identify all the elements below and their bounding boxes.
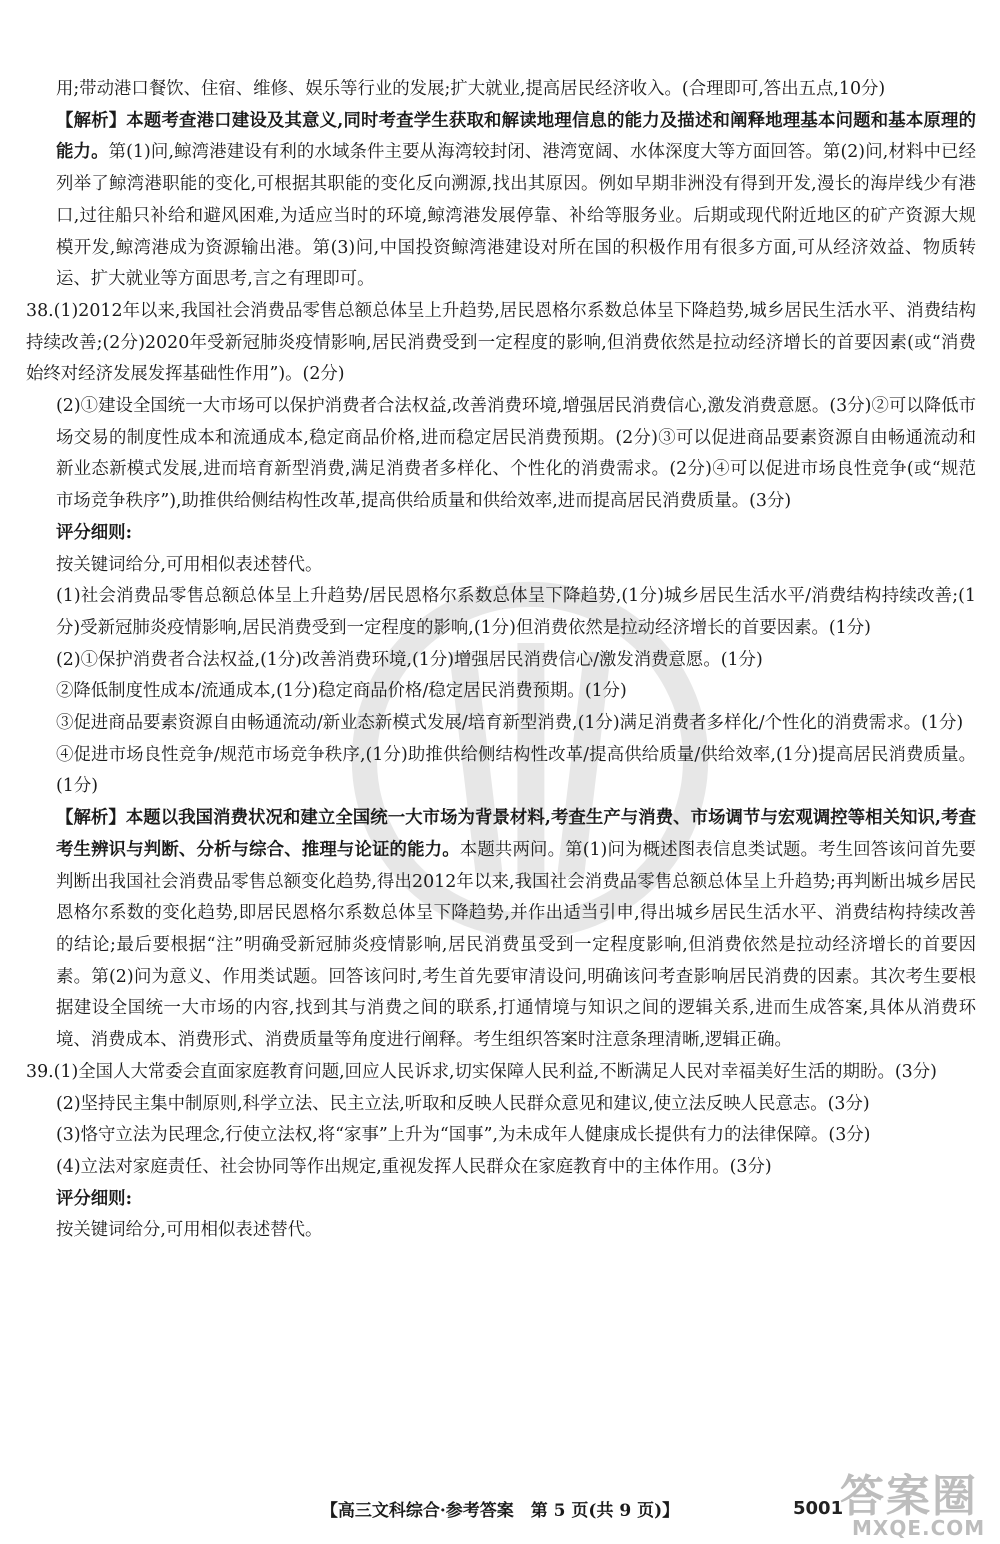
text-segment: ②降低制度性成本/流通成本,(1分)稳定商品价格/稳定居民消费预期。(1分): [56, 681, 627, 702]
answer-paragraph: [26, 645, 976, 677]
answer-paragraph: [26, 518, 976, 550]
answer-paragraph: [26, 391, 976, 518]
text-segment: 38.(1)2012年以来,我国社会消费品零售总额总体呈上升趋势,居民恩格尔系数总体呈下降趋势,城乡居民生活水平、消费结构持续改善;(2分)2020年受新冠肺炎疫情影响,居民消费受到一定程度的影响,但消费依然是拉动经济增长的首要因素(或“消费始终对经济发展发挥基础性作用”)。(2分): [26, 300, 976, 385]
text-segment: (1)社会消费品零售总额总体呈上升趋势/居民恩格尔系数总体呈下降趋势,(1分)城乡居民生活水平/消费结构持续改善;(1分)受新冠肺炎疫情影响,居民消费受到一定程度的影响,(1分)但消费依然是拉动经济增长的首要因素。(1分): [56, 586, 976, 638]
corner-logo-title: 答案圈: [840, 1471, 978, 1522]
text-segment: ③促进商品要素资源自由畅通流动/新业态新模式发展/培育新型消费,(1分)满足消费者多样化/个性化的消费需求。(1分): [56, 713, 964, 734]
text-segment: (2)①保护消费者合法权益,(1分)改善消费环境,(1分)增强居民消费信心/激发消费意愿。(1分): [56, 649, 763, 670]
answer-paragraph: [26, 74, 976, 106]
text-segment: (2)①建设全国统一大市场可以保护消费者合法权益,改善消费环境,增强居民消费信心,激发消费意愿。(3分)②可以降低市场交易的制度性成本和流通成本,稳定商品价格,进而稳定居民消费预期。(2分)③可以促进商品要素资源自由畅通流动和新业态新模式发展,进而培育新型消费,满足消费者多样化、个性化的消费需求。(2分)④可以促进市场良性竞争(或“规范市场竞争秩序”),助推供给侧结构性改革,提高供给质量和供给效率,进而提高居民消费质量。(3分): [56, 396, 976, 512]
text-segment: 本题共两问。第(1)问为概述图表信息类试题。考生回答该问首先要判断出我国社会消费品零售总额变化趋势,得出2012年以来,我国社会消费品零售总额总体呈上升趋势;再判断出城乡居民恩格尔系数的变化趋势,即居民恩格尔系数总体呈下降趋势,并作出适当引申,得出城乡居民生活水平、消费结构持续改善的结论;最后要根据“注”明确受新冠肺炎疫情影响,居民消费虽受到一定程度影响,但消费依然是拉动经济增长的首要因素。第(2)问为意义、作用类试题。回答该问时,考生首先要审清设问,明确该问考查影响居民消费的因素。其次考生要根据建设全国统一大市场的内容,找到其与消费之间的联系,打通情境与知识之间的逻辑关系,进而生成答案,具体从消费环境、消费成本、消费形式、消费质量等角度进行阐释。考生组织答案时注意条理清晰,逻辑正确。: [56, 839, 976, 1051]
text-segment: 按关键词给分,可用相似表述替代。: [56, 1220, 323, 1241]
answer-paragraph: [26, 581, 976, 644]
bold-text-segment: 评分细则:: [56, 1188, 132, 1209]
answer-paragraph: [26, 676, 976, 708]
text-segment: 用;带动港口餐饮、住宿、维修、娱乐等行业的发展;扩大就业,提高居民经济收入。(合理即可,答出五点,10分): [56, 79, 886, 99]
text-segment: (3)恪守立法为民理念,行使立法权,将“家事”上升为“国事”,为未成年人健康成长提供有力的法律保障。(3分): [56, 1125, 871, 1146]
answer-paragraph: [26, 1120, 976, 1152]
answer-paragraph: [26, 740, 976, 803]
text-segment: 第(1)问,鲸湾港建设有利的水域条件主要从海湾较封闭、港湾宽阔、水体深度大等方面回答。第(2)问,材料中已经列举了鲸湾港职能的变化,可根据其职能的变化反向溯源,找出其原因。例如早期非洲没有得到开发,漫长的海岸线少有港口,过往船只补给和避风困难,为适应当时的环境,鲸湾港发展停靠、补给等服务业。后期或现代附近地区的矿产资源大规模开发,鲸湾港成为资源输出港。第(3)问,中国投资鲸湾港建设对所在国的积极作用有很多方面,可从经济效益、物质转运、扩大就业等方面思考,言之有理即可。: [56, 142, 976, 290]
text-segment: 按关键词给分,可用相似表述替代。: [56, 554, 323, 575]
answer-paragraph: [26, 296, 976, 391]
answer-paragraph: [26, 106, 976, 296]
text-segment: 39.(1)全国人大常委会直面家庭教育问题,回应人民诉求,切实保障人民利益,不断满足人民对幸福美好生活的期盼。(3分): [26, 1061, 937, 1082]
text-segment: (2)坚持民主集中制原则,科学立法、民主立法,听取和反映人民群众意见和建议,使立法反映人民意志。(3分): [56, 1093, 870, 1114]
answer-paragraph: [26, 1152, 976, 1184]
answer-paragraph: [26, 708, 976, 740]
footer-label: 【高三文科综合·参考答案 第 5 页(共 9 页)】: [320, 1501, 680, 1521]
corner-logo-url: MXQE.COM: [852, 1516, 986, 1540]
answer-text-body: [26, 74, 976, 1247]
answer-paragraph: [26, 550, 976, 582]
bold-text-segment: 评分细则:: [56, 522, 132, 543]
answer-paragraph: [26, 1089, 976, 1121]
bold-text-segment: 【解析】本题考查港口建设及其意义,同时考查学生获取和解读地理信息的能力及描述和阐释地理基本问题和基本原理的能力。: [56, 110, 976, 163]
bold-text-segment: 【解析】本题以我国消费状况和建立全国统一大市场为背景材料,考查生产与消费、市场调节与宏观调控等相关知识,考查考生辨识与判断、分析与综合、推理与论证的能力。: [56, 808, 976, 860]
text-segment: (4)立法对家庭责任、社会协同等作出规定,重视发挥人民群众在家庭教育中的主体作用。(3分): [56, 1156, 772, 1177]
document-code: 5001: [793, 1498, 844, 1519]
text-segment: ④促进市场良性竞争/规范市场竞争秩序,(1分)助推供给侧结构性改革/提高供给质量/供给效率,(1分)提高居民消费质量。(1分): [56, 744, 976, 797]
answer-paragraph: [26, 1184, 976, 1216]
corner-watermark-logo: [830, 1458, 1000, 1544]
answer-paragraph: [26, 1057, 976, 1089]
answer-paragraph: [26, 1215, 976, 1247]
answer-paragraph: [26, 803, 976, 1057]
